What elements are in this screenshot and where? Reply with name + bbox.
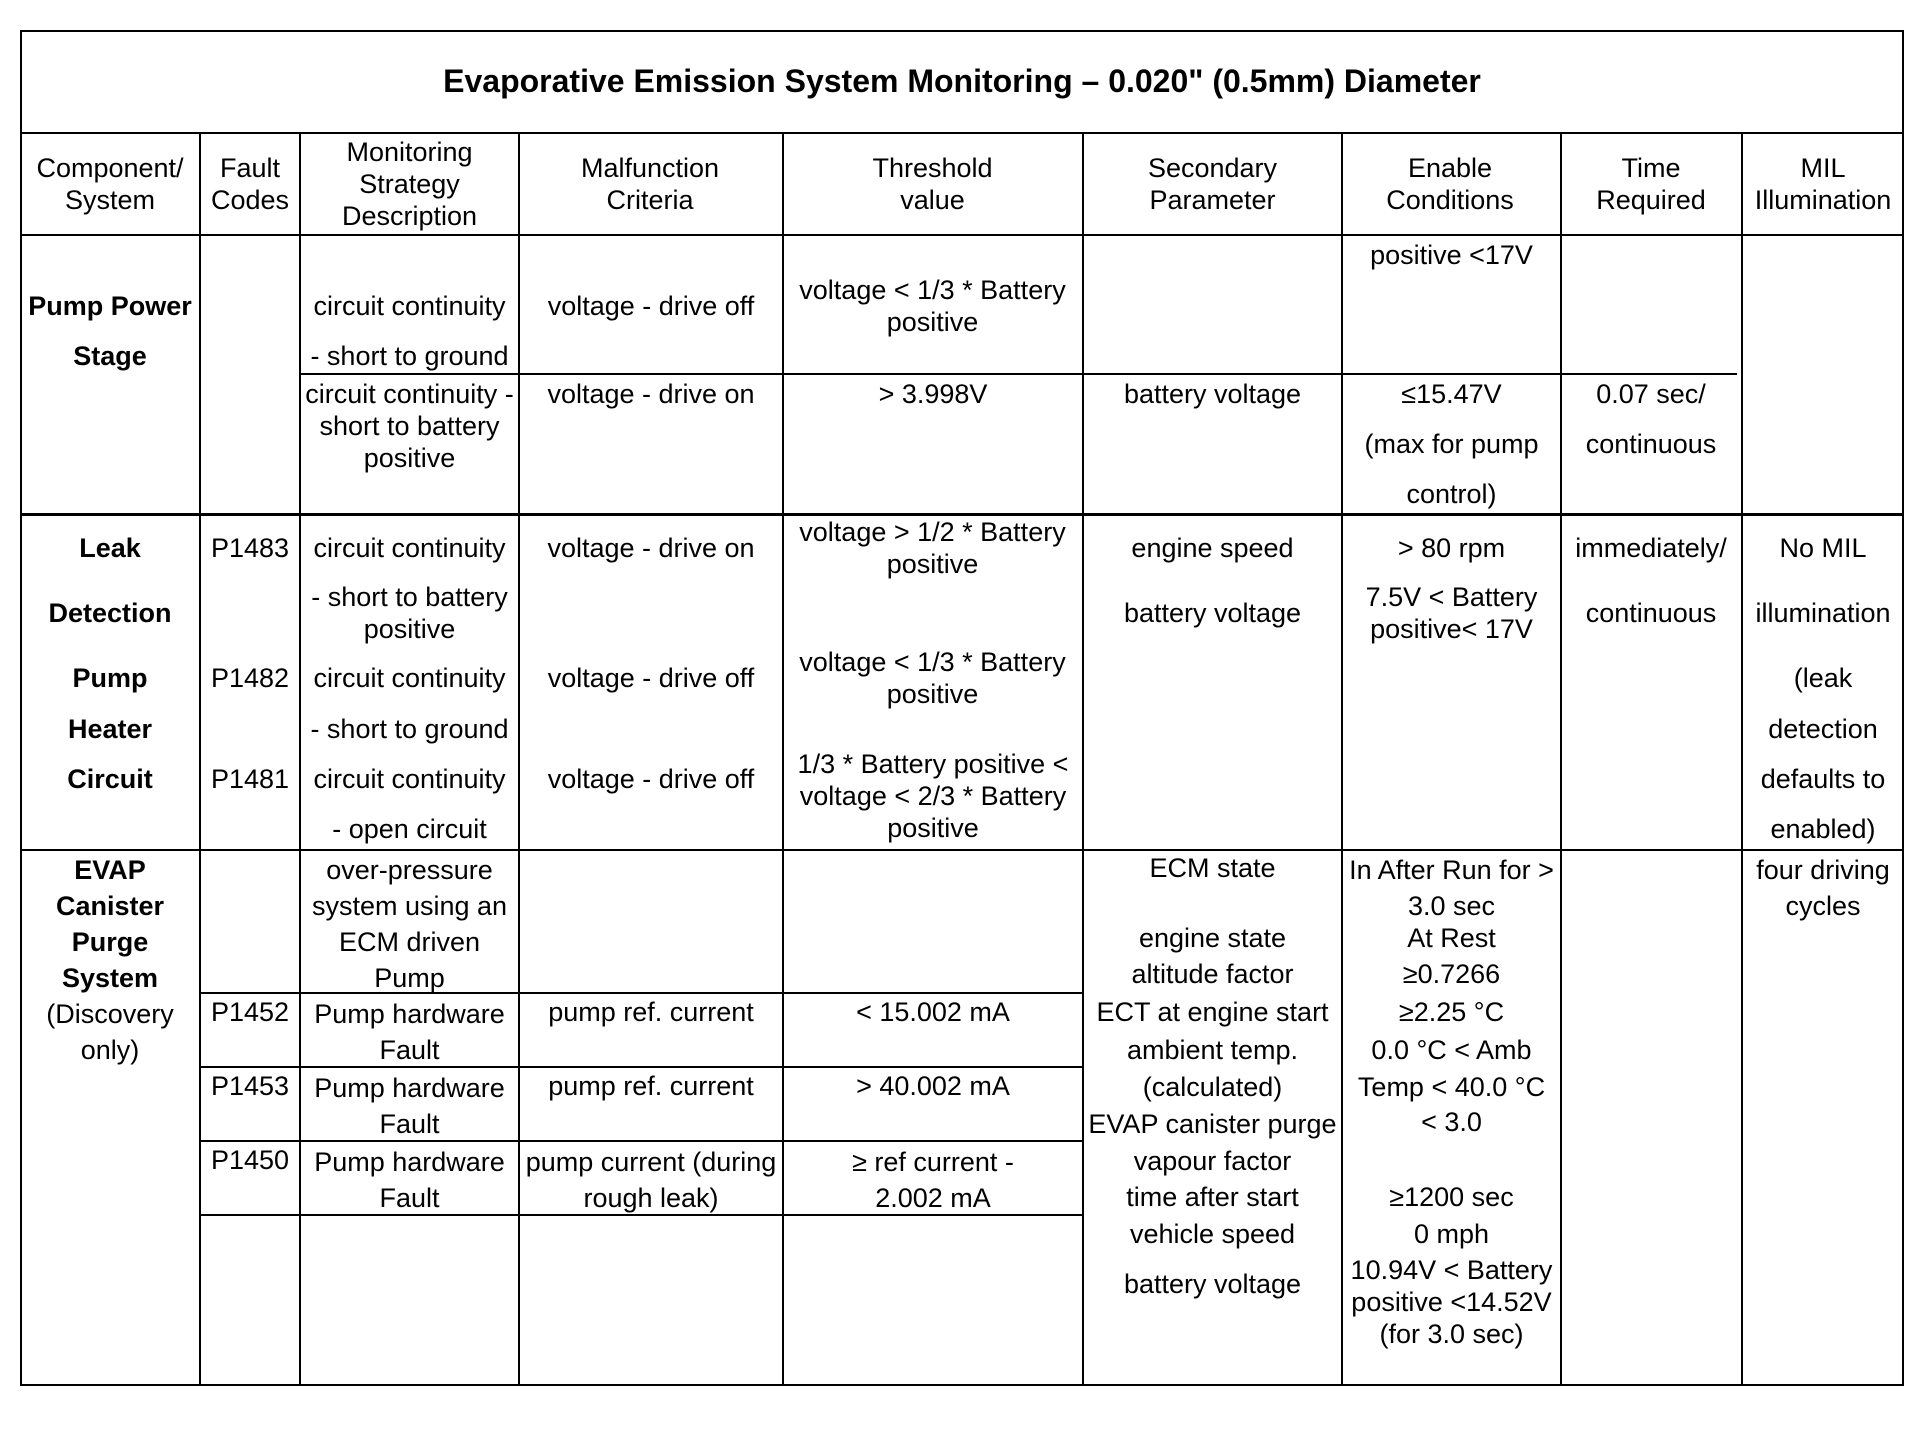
secondary-text: battery voltage: [1123, 1269, 1302, 1299]
enable-text: 0 mph: [1413, 1219, 1490, 1249]
header-strategy: Monitoring Strategy Description: [341, 137, 478, 231]
mil-text: defaults to: [1760, 764, 1886, 794]
time-text: 0.07 sec/: [1596, 379, 1706, 409]
time-text: continuous: [1585, 429, 1717, 459]
component-leak: Pump: [72, 663, 148, 693]
table-title: Evaporative Emission System Monitoring – 0.020" (0.5mm) Diameter: [443, 63, 1481, 99]
threshold-text: < 15.002 mA: [856, 997, 1010, 1027]
secondary-text: altitude factor: [1131, 959, 1294, 989]
header-enable: Enable Conditions: [1386, 153, 1514, 215]
fault-code: P1450: [210, 1145, 290, 1175]
secondary-text: ECT at engine start: [1096, 997, 1329, 1027]
component-pump-power: Stage: [73, 341, 147, 371]
header-threshold: Threshold value: [872, 153, 993, 215]
malfunction-text: voltage - drive on: [547, 533, 755, 563]
secondary-text: battery voltage: [1123, 598, 1302, 628]
secondary-text: time after start: [1126, 1182, 1299, 1212]
strategy-text: circuit continuity: [313, 663, 506, 693]
col-divider: [782, 132, 784, 1386]
strategy-text: - short to ground: [310, 341, 509, 371]
component-leak: Leak: [79, 533, 141, 563]
enable-text: control): [1406, 479, 1497, 509]
header-component: Component/ System: [36, 153, 184, 215]
enable-text: positive <17V: [1370, 240, 1533, 270]
strategy-text: circuit continuity: [313, 291, 506, 321]
secondary-text: ECM state: [1149, 853, 1276, 883]
strategy-text: circuit continuity: [313, 533, 506, 563]
header-malfunction: Malfunction Criteria: [580, 153, 720, 215]
threshold-text: ≥ ref current - 2.002 mA: [852, 1147, 1014, 1213]
col-divider: [1341, 132, 1343, 1386]
strategy-text: Pump hardware Fault: [314, 1147, 505, 1213]
threshold-text: 1/3 * Battery positive < voltage < 2/3 * Battery positive: [797, 749, 1069, 843]
secondary-text: engine state: [1138, 923, 1287, 953]
malfunction-text: voltage - drive off: [547, 663, 755, 693]
strategy-text: Pump hardware Fault: [314, 999, 505, 1065]
strategy-text: - short to battery positive: [311, 582, 508, 644]
enable-text: ≥0.7266: [1402, 959, 1501, 989]
strategy-text: circuit continuity: [313, 764, 506, 794]
threshold-text: voltage < 1/3 * Battery positive: [799, 275, 1066, 337]
strategy-text: over-pressure system using an ECM driven Pump: [311, 855, 508, 993]
malfunction-text: voltage - drive off: [547, 764, 755, 794]
enable-text: At Rest: [1407, 923, 1496, 953]
mil-text: enabled): [1770, 814, 1876, 844]
secondary-text: vehicle speed: [1129, 1219, 1296, 1249]
fault-code: P1483: [210, 533, 290, 563]
component-evap: EVAP Canister Purge System: [55, 855, 165, 993]
threshold-text: voltage < 1/3 * Battery positive: [799, 647, 1066, 709]
malfunction-text: voltage - drive off: [547, 291, 755, 321]
fault-code: P1481: [210, 764, 290, 794]
enable-text: In After Run for > 3.0 sec: [1349, 855, 1554, 921]
strategy-text: - short to ground: [310, 714, 509, 744]
secondary-text: ambient temp. (calculated): [1126, 1035, 1299, 1102]
enable-text: < 3.0: [1421, 1107, 1482, 1137]
malfunction-text: pump ref. current: [548, 997, 754, 1027]
mil-text: No MIL: [1779, 533, 1867, 563]
col-divider: [299, 132, 301, 1386]
enable-text: (max for pump: [1364, 429, 1539, 459]
col-divider: [518, 132, 520, 1386]
fault-code: P1452: [210, 997, 290, 1027]
threshold-text: > 3.998V: [878, 379, 988, 409]
row-divider: [20, 132, 1904, 134]
malfunction-text: voltage - drive on: [547, 379, 755, 409]
strategy-text: Pump hardware Fault: [314, 1073, 505, 1139]
enable-text: > 80 rpm: [1397, 533, 1506, 563]
row-divider: [20, 849, 1904, 851]
threshold-text: voltage > 1/2 * Battery positive: [799, 517, 1066, 579]
col-divider: [1082, 132, 1084, 1386]
secondary-text: battery voltage: [1123, 379, 1302, 409]
malfunction-text: pump current (during rough leak): [525, 1147, 777, 1213]
strategy-text: - open circuit: [332, 814, 487, 844]
component-pump-power: Pump Power: [28, 291, 192, 321]
fault-code: P1453: [210, 1071, 290, 1101]
component-leak: Circuit: [67, 764, 153, 794]
threshold-text: > 40.002 mA: [856, 1071, 1010, 1101]
header-fault-codes: Fault Codes: [210, 153, 290, 215]
header-secondary: Secondary Parameter: [1147, 153, 1278, 215]
enable-text: 10.94V < Battery positive <14.52V (for 3.0 sec): [1350, 1255, 1553, 1349]
col-divider: [1741, 132, 1743, 1386]
col-divider: [1560, 132, 1562, 1386]
enable-text: ≤15.47V: [1401, 379, 1502, 409]
row-divider: [300, 373, 1737, 375]
enable-text: ≥1200 sec: [1389, 1182, 1514, 1212]
mil-text: four driving cycles: [1756, 855, 1890, 921]
enable-text: ≥2.25 °C: [1398, 997, 1505, 1027]
malfunction-text: pump ref. current: [548, 1071, 754, 1101]
header-time: Time Required: [1596, 153, 1706, 215]
mil-text: illumination: [1755, 598, 1891, 628]
header-mil: MIL Illumination: [1754, 153, 1892, 215]
time-text: continuous: [1585, 598, 1717, 628]
component-evap-note: (Discovery only): [46, 999, 174, 1065]
mil-text: (leak: [1793, 663, 1853, 693]
component-leak: Detection: [48, 598, 172, 628]
time-text: immediately/: [1575, 533, 1727, 563]
strategy-text: circuit continuity - short to battery positive: [305, 379, 514, 473]
secondary-text: engine speed: [1131, 533, 1294, 563]
secondary-text: EVAP canister purge vapour factor: [1088, 1109, 1337, 1176]
fault-code: P1482: [210, 663, 290, 693]
mil-text: detection: [1768, 714, 1878, 744]
col-divider: [199, 132, 201, 1386]
enable-text: 0.0 °C < Amb Temp < 40.0 °C: [1357, 1035, 1546, 1102]
enable-text: 7.5V < Battery positive< 17V: [1365, 582, 1538, 644]
component-leak: Heater: [67, 714, 153, 744]
row-divider: [20, 234, 1904, 236]
